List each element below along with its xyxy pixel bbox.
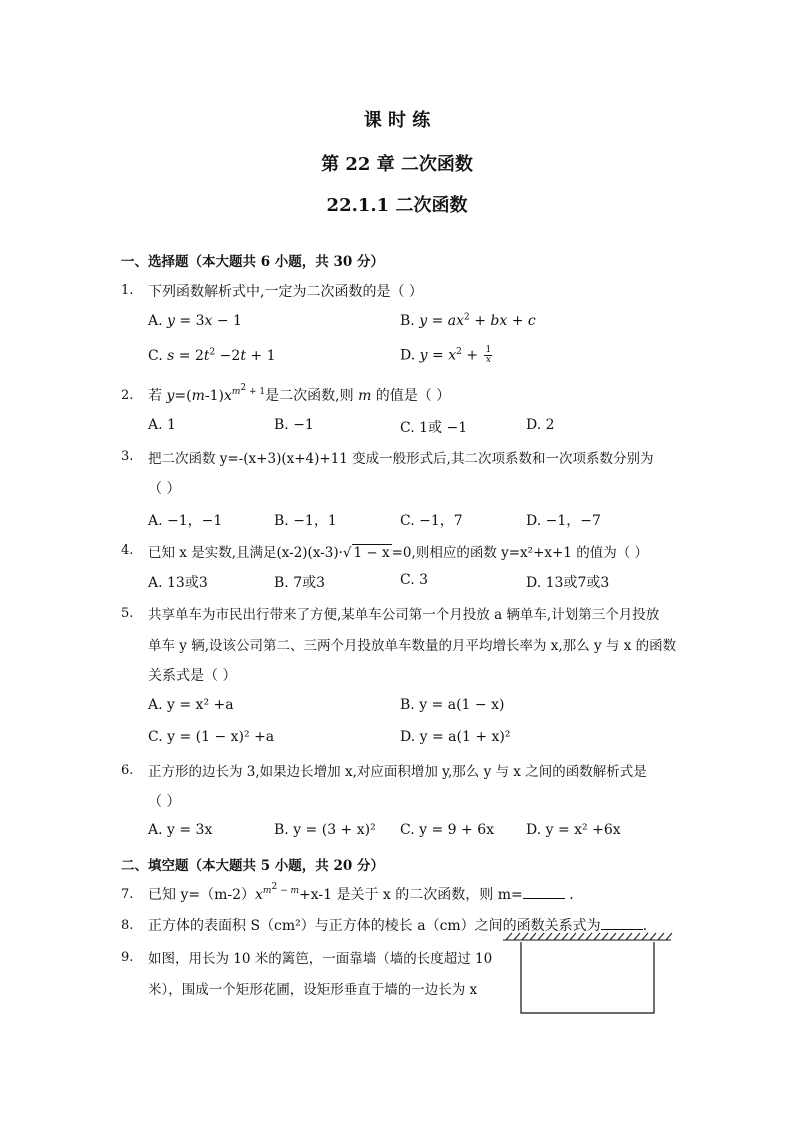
answer-blank[interactable] (601, 917, 643, 930)
option-c: C. $s = 2t^2 -2t + 1$ (148, 347, 276, 364)
garden-diagram (500, 932, 675, 1018)
section-heading-choice: 一、选择题（本大题共 6 小题，共 30 分） (121, 254, 384, 270)
section-heading-fill: 二、填空题（本大题共 5 小题，共 20 分） (121, 858, 384, 874)
option-d: D. $y = x^2$ + $\frac{1}{x}$ (400, 345, 492, 365)
question-text-cont: 关系式是（ ） (148, 668, 237, 684)
question-text: 正方形的边长为 3,如果边长增加 x,对应面积增加 y,那么 y 与 x 之间的函数解析式是 (148, 764, 647, 780)
question-number: 3. (121, 449, 134, 464)
option-d: D. −1，−7 (526, 513, 601, 529)
question-text: 已知 $y=(m-2)x^{m^2 - m}+x-1$ 是关于 x 的二次函数，则 m= ． (148, 882, 584, 903)
option-b: B. −1，1 (274, 513, 337, 529)
question-text-cont: （ ） (148, 481, 181, 497)
wall-hatching (503, 933, 672, 940)
question-number: 4. (121, 543, 134, 558)
option-a: A. y = x² +a (148, 697, 234, 713)
option-d: D. y = a(1 + x)² (400, 729, 511, 745)
option-b: B. 7或3 (274, 575, 326, 591)
option-b: B. $y = ax^2$ + bx + c (400, 312, 536, 329)
question-number: 5. (121, 606, 134, 621)
question-text: 如图，用长为 10 米的篱笆，一面靠墙（墙的长度超过 10 (148, 951, 493, 967)
question-text-cont: （ ） (148, 794, 181, 810)
question-number: 9. (121, 950, 134, 965)
option-d: D. 13或7或3 (526, 575, 610, 591)
section-title: 22.1.1 二次函数 (326, 195, 468, 216)
answer-blank[interactable] (523, 886, 565, 899)
option-b: B. −1 (274, 417, 314, 433)
option-d: D. 2 (526, 417, 555, 433)
sqrt-expression: 1 − x (353, 545, 390, 561)
question-number: 7. (121, 887, 134, 902)
option-a: A. y = 3x − 1 (148, 313, 242, 329)
option-c: C. −1，7 (400, 513, 463, 529)
question-text-cont: 米），围成一个矩形花圃，设矩形垂直于墙的一边长为 x (148, 982, 478, 998)
option-c: C. y = 9 + 6x (400, 822, 494, 838)
option-a: A. 13或3 (148, 575, 208, 591)
option-a: A. 1 (148, 417, 176, 433)
chapter-title: 第 22 章 二次函数 (321, 154, 473, 175)
question-number: 8. (121, 918, 134, 933)
option-b: B. y = a(1 − x) (400, 697, 505, 713)
option-b: B. y = (3 + x)² (274, 822, 376, 838)
option-c: C. 3 (400, 572, 429, 588)
question-text: 下列函数解析式中,一定为二次函数的是（ ） (148, 284, 423, 300)
question-number: 1. (121, 283, 134, 298)
option-d: D. y = x² +6x (526, 822, 621, 838)
option-c: C. y = (1 − x)² +a (148, 729, 275, 745)
question-text: 共享单车为市民出行带来了方便,某单车公司第一个月投放 a 辆单车,计划第三个月投放 (148, 607, 660, 623)
option-a: A. y = 3x (148, 822, 213, 838)
question-text: 把二次函数 y=-(x+3)(x+4)+11 变成一般形式后,其二次项系数和一次项系数分别为 (148, 451, 654, 467)
question-text: 若 $y=(m-1)x^{m^2 + 1}$是二次函数,则 m 的值是（ ） (148, 383, 451, 404)
option-a: A. −1，−1 (148, 513, 223, 529)
question-text: 已知 x 是实数,且满足(x-2)(x-3)·√ 1 − x =0,则相应的函数 y=x²+x+1 的值为（ ） (148, 545, 648, 561)
page-title: 课 时 练 (363, 110, 431, 131)
question-text-cont: 单车 y 辆,设该公司第二、三两个月投放单车数量的月平均增长率为 x,那么 y 与 x 的函数 (148, 638, 677, 654)
question-number: 6. (121, 763, 134, 778)
question-text: 正方体的表面积 S（cm²）与正方体的棱长 a（cm）之间的函数关系式为 ． (148, 918, 657, 934)
question-number: 2. (121, 388, 134, 403)
option-c: C. 1或 −1 (400, 420, 468, 436)
fence-rectangle (521, 942, 654, 1013)
